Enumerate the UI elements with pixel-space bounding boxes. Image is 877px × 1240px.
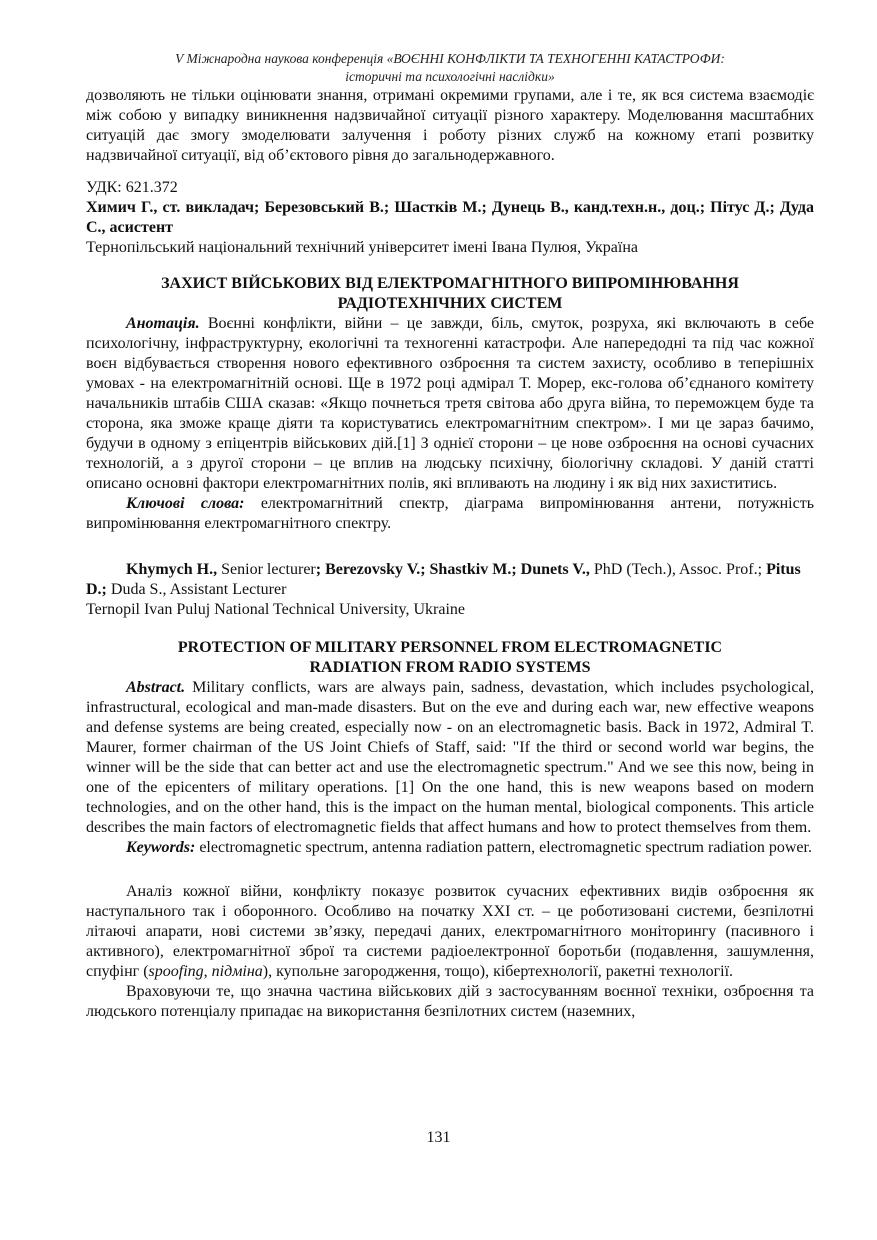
keywords-ua-text: електромагнітний спектр, діаграма випромінювання антени, потужність випромінювання електромагнітного спектру. bbox=[86, 495, 814, 532]
keywords-ua-lead: Ключові слова: bbox=[126, 495, 245, 512]
body-paragraph-1 bbox=[86, 882, 814, 982]
abstract-en-text: Military conflicts, wars are always pain, sadness, devastation, which includes psychological, infrastructural, ecological and man-made disasters. But on the eve and during each war, new effective weapons and defense systems are being created, especially now - on an electromagnetic basis. Back in 1972, Admiral T. Maurer, former chairman of the US Joint Chiefs of Staff, said: "If the third or second world war begins, the winner will be the side that can better act and use the electromagnetic spectrum." And we see this now, being in one of the epicenters of military operations. [1] On the one hand, this is new weapons based on modern technologies, and on the other hand, this is the impact on the human mental, biological components. This article describes the main factors of electromagnetic fields that affect humans and how to protect themselves from them. bbox=[86, 679, 814, 836]
keywords-en-lead: Keywords: bbox=[126, 839, 196, 856]
abstract-ua-lead: Анотація. bbox=[126, 315, 200, 332]
abstract-en bbox=[86, 678, 814, 838]
author-en-1-role: Senior lecturer bbox=[217, 561, 316, 578]
title-en-line2: RADIATION FROM RADIO SYSTEMS bbox=[309, 659, 591, 676]
author-en-5-name: Pitus D.; bbox=[86, 561, 801, 598]
body-paragraph-2: Враховуючи те, що значна частина військових дій з застосуванням воєнної техніки, озброєння та людського потенціалу припадає на використання безпілотних систем (наземних, bbox=[86, 983, 814, 1020]
author-en-6: Duda S., Assistant Lecturer bbox=[106, 581, 287, 598]
abstract-ua bbox=[86, 314, 814, 494]
page-content bbox=[86, 50, 814, 1022]
body-p1-text-before: Аналіз кожної війни, конфлікту показує розвиток сучасних ефективних видів озброєння як наступального так і оборонного. Особливо на початку XXI ст. – це роботизовані системи, безпілотні літаючі апарати, нові системи зв’язку, передачі даних, електромагнітного моніторингу (пасивного і активного), електромагнітної зброї та системи радіоелектронної боротьби (подавлення, зашумлення, спуфінг ( bbox=[86, 883, 814, 980]
running-header bbox=[86, 50, 814, 86]
running-header-line2: історичні та психологічні наслідки» bbox=[345, 69, 555, 84]
author-en-4-role: PhD (Tech.), Assoc. Prof.; bbox=[589, 561, 767, 578]
author-en-1-name: Khymych H., bbox=[126, 561, 218, 578]
keywords-en bbox=[86, 838, 814, 858]
title-en bbox=[86, 638, 814, 678]
title-en-line1: PROTECTION OF MILITARY PERSONNEL FROM ELECTROMAGNETIC bbox=[177, 639, 723, 656]
authors-ua: Химич Г., ст. викладач; Березовський В.; Шастків М.; Дунець В., канд.техн.н., доц.; Пітус Д.; Дуда С., асистент bbox=[86, 199, 814, 236]
title-ua-line1: ЗАХИСТ ВІЙСЬКОВИХ ВІД ЕЛЕКТРОМАГНІТНОГО ВИПРОМІНЮВАННЯ bbox=[161, 275, 739, 292]
body-p1-text-after: ), купольне загородження, тощо), кібертехнології, ракетні технології. bbox=[262, 963, 734, 980]
abstract-ua-text: Воєнні конфлікти, війни – це завжди, біль, смуток, розруха, які включають в себе психологічну, інфраструктурну, екологічні та техногенні катастрофи. Але напередодні та під час кожної воєн відбувається створення нового ефективного озброєння та систем захисту, особливо в теперішніх умовах - на електромагнітній основі. Ще в 1972 році адмірал Т. Морер, екс-голова об’єднаного комітету начальників штабів США сказав: «Якщо почнеться третя світова або друга війна, то переможцем буде та сторона, яка зможе краще діяти та користуватись електромагнітним спектром». І ми це зараз бачимо, будучи в одному з епіцентрів військових дій.[1] З однієї сторони – це нове озброєння на основі сучасних технологій, а з другої сторони – це вплив на людську психічну, біологічну складові. У даній статті описано основні фактори електромагнітних полів, які впливають на людину і як від них захиститись. bbox=[86, 315, 814, 492]
body-p1-italic: spoofing, підміна bbox=[148, 963, 263, 980]
affiliation-en: Ternopil Ivan Puluj National Technical University, Ukraine bbox=[86, 601, 465, 618]
authors-en bbox=[86, 560, 814, 600]
title-ua bbox=[86, 274, 814, 314]
running-header-line1: V Міжнародна наукова конференція «ВОЄННІ КОНФЛІКТИ ТА ТЕХНОГЕННІ КАТАСТРОФИ: bbox=[175, 51, 725, 66]
authors-en-middle: ; Berezovsky V.; Shastkiv M.; Dunets V., bbox=[315, 561, 590, 578]
abstract-en-lead: Abstract. bbox=[126, 679, 186, 696]
keywords-ua bbox=[86, 494, 814, 534]
title-ua-line2: РАДІОТЕХНІЧНИХ СИСТЕМ bbox=[337, 295, 563, 312]
continuation-paragraph: дозволяють не тільки оцінювати знання, отримані окремими групами, але і те, як вся система взаємодіє між собою у випадку виникнення надзвичайної ситуації різного характеру. Моделювання масштабних ситуацій дає змогу змоделювати залучення і роботу різних служб на кожному етапі розвитку надзвичайної ситуації, від об’єктового рівня до загальнодержавного. bbox=[86, 87, 814, 164]
affiliation-ua: Тернопільський національний технічний університет імені Івана Пулюя, Україна bbox=[86, 239, 638, 256]
page-number: 131 bbox=[426, 1129, 451, 1146]
udc-code: УДК: 621.372 bbox=[86, 179, 178, 196]
keywords-en-text: electromagnetic spectrum, antenna radiation pattern, electromagnetic spectrum radiation power. bbox=[195, 839, 812, 856]
